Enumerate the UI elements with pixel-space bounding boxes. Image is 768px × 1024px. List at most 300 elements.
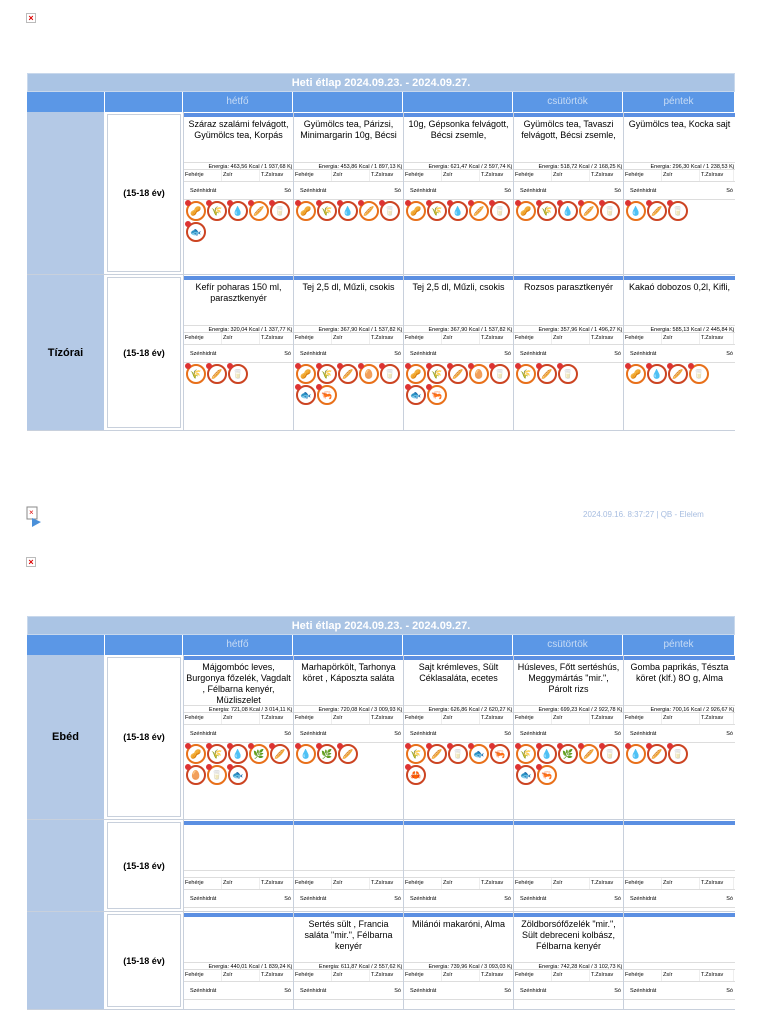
cell-bar [294,656,403,660]
allergen-icons [624,1000,735,1002]
cell-bar [404,276,513,280]
nutrient-row [514,345,623,363]
allergen-icon: 🦐 [537,765,557,785]
nutrient-header [624,333,735,345]
allergen-icon: 🦐 [490,744,510,764]
allergen-icons [514,908,623,910]
allergen-icon: 🥛 [668,744,688,764]
cell-bar [624,656,735,660]
energy-text: Energia: 296,30 Kcal / 1 238,53 Kj [624,162,735,170]
energy-text: Energia: 739,96 Kcal / 3 093,03 Kj [404,962,513,970]
label-szenhidrat: Szénhidrát [410,731,437,737]
label-tzsir: T.Zsírsav [260,878,294,889]
label-so: Só [726,351,733,357]
label-so: Só [284,731,291,737]
cell-bar [514,656,623,660]
nutrient-header [184,170,293,182]
label-so: Só [726,988,733,994]
menu-cell [183,655,293,819]
nutrient-row [404,725,513,743]
allergen-icon: 💧 [558,201,578,221]
nutrient-header [294,970,403,982]
energy-text [184,870,293,878]
nutrient-row [294,345,403,363]
allergen-icon: 🌾 [207,201,227,221]
day-thursday: csütörtök [513,92,623,112]
cell-bar [514,276,623,280]
allergen-icon: 🥛 [600,201,620,221]
allergen-icons [404,200,513,222]
menu-cell [293,275,403,430]
menu-cell [623,112,735,274]
label-zsir: Zsír [332,878,370,889]
allergen-icons [514,200,623,222]
label-so: Só [726,896,733,902]
label-feherje: Fehérje [514,333,552,344]
label-zsir: Zsír [552,878,590,889]
allergen-icon: 🥖 [448,364,468,384]
allergen-icons [624,200,735,222]
allergen-icon: 🦀 [406,765,426,785]
label-tzsir: T.Zsírsav [590,170,624,181]
label-feherje: Fehérje [404,170,442,181]
label-zsir: Zsír [442,713,480,724]
allergen-icon: 🌾 [207,744,227,764]
label-tzsir: T.Zsírsav [590,333,624,344]
broken-image-icon: × [26,13,36,23]
allergen-icon: 🐟 [228,765,248,785]
food-text: Gyümölcs tea, Kocka sajt [628,119,731,129]
label-szenhidrat: Szénhidrát [190,188,217,194]
label-szenhidrat: Szénhidrát [520,188,547,194]
label-zsir: Zsír [662,333,700,344]
allergen-icon: 💧 [537,744,557,764]
energy-text [294,870,403,878]
label-feherje: Fehérje [184,878,222,889]
allergen-icon: 🌾 [406,744,426,764]
label-szenhidrat: Szénhidrát [300,351,327,357]
label-szenhidrat: Szénhidrát [190,731,217,737]
menu-cell [623,912,735,1009]
label-tzsir: T.Zsírsav [260,713,294,724]
label-feherje: Fehérje [514,713,552,724]
label-tzsir: T.Zsírsav [700,878,734,889]
label-szenhidrat: Szénhidrát [520,988,547,994]
nutrient-row [184,890,293,908]
meal-name [27,912,105,1009]
nutrient-header [294,170,403,182]
allergen-icon: 🌾 [427,201,447,221]
label-zsir: Zsír [662,170,700,181]
label-feherje: Fehérje [294,333,332,344]
nutrient-header [514,970,623,982]
allergen-icon: 🥛 [380,201,400,221]
nutrient-header [294,713,403,725]
energy-text: Energia: 463,56 Kcal / 1 937,68 Kj [184,162,293,170]
label-zsir: Zsír [552,970,590,981]
cell-bar [624,913,735,917]
energy-text: Energia: 720,08 Kcal / 3 009,93 Kj [294,705,403,713]
label-szenhidrat: Szénhidrát [300,896,327,902]
nutrient-row [184,982,293,1000]
label-szenhidrat: Szénhidrát [630,188,657,194]
nutrient-header [624,170,735,182]
nutrient-row [624,725,735,743]
label-so: Só [504,188,511,194]
label-so: Só [394,896,401,902]
svg-text:×: × [29,508,34,517]
allergen-icons [184,363,293,385]
energy-text: Energia: 626,86 Kcal / 2 620,27 Kj [404,705,513,713]
cell-bar [404,821,513,825]
menu-table-1 [27,73,735,431]
allergen-icon: 🌾 [317,364,337,384]
label-so: Só [284,988,291,994]
cell-bar [184,821,293,825]
allergen-icon: 🥖 [647,201,667,221]
allergen-icons [404,908,513,910]
allergen-icon: 🐟 [186,222,206,242]
label-zsir: Zsír [332,333,370,344]
cell-bar [514,113,623,117]
label-szenhidrat: Szénhidrát [300,188,327,194]
food-text: Kakaó dobozos 0,2l, Kifli, [628,282,731,292]
label-zsir: Zsír [442,878,480,889]
energy-text: Energia: 611,87 Kcal / 2 557,62 Kj [294,962,403,970]
allergen-icon: 🥛 [380,364,400,384]
nutrient-row [514,982,623,1000]
allergen-icon: 🦐 [427,385,447,405]
label-so: Só [614,351,621,357]
broken-image-icon: × [26,557,36,567]
cell-bar [624,276,735,280]
menu-cell [513,275,623,430]
nutrient-row [294,182,403,200]
label-tzsir: T.Zsírsav [480,970,514,981]
menu-cell [293,655,403,819]
energy-text: Energia: 699,23 Kcal / 2 922,78 Kj [514,705,623,713]
age-group: (15-18 év) [107,114,181,272]
meal-section-ebed [27,655,735,820]
label-zsir: Zsír [662,713,700,724]
label-feherje: Fehérje [624,878,662,889]
label-zsir: Zsír [332,713,370,724]
food-text: Májgombóc leves, Burgonya főzelék, Vagdalt , Félbarna kenyér, Müzliszelet [186,662,291,705]
allergen-icons [514,743,623,786]
label-zsir: Zsír [222,878,260,889]
label-zsir: Zsír [332,170,370,181]
label-feherje: Fehérje [184,170,222,181]
allergen-icon: 🌿 [249,744,269,764]
label-szenhidrat: Szénhidrát [300,988,327,994]
label-so: Só [614,188,621,194]
nutrient-header [624,970,735,982]
cell-bar [514,913,623,917]
food-text: Milánói makaróni, Alma [411,919,506,929]
label-tzsir: T.Zsírsav [700,970,734,981]
allergen-icon: 🥖 [270,744,290,764]
menu-cell [403,912,513,1009]
print-icon[interactable] [26,506,42,526]
allergen-icon: 🥖 [359,201,379,221]
label-tzsir: T.Zsírsav [370,970,404,981]
allergen-icon: 🥖 [338,744,358,764]
label-szenhidrat: Szénhidrát [410,896,437,902]
menu-cell [403,112,513,274]
allergen-icon: 💧 [448,201,468,221]
menu-cell [623,655,735,819]
label-so: Só [284,351,291,357]
food-text: Húsleves, Főtt sertéshús, Meggymártás "mir.", Párolt rizs [517,662,620,694]
food-text: Zöldborsófőzelék "mir.", Sült debreceni kolbász, Félbarna kenyér [521,919,616,951]
nutrient-row [294,890,403,908]
energy-text: Energia: 721,08 Kcal / 3 014,11 Kj [184,705,293,713]
label-tzsir: T.Zsírsav [370,713,404,724]
allergen-icons [404,363,513,406]
allergen-icon: 🥖 [249,201,269,221]
label-tzsir: T.Zsírsav [260,333,294,344]
nutrient-header [624,713,735,725]
label-feherje: Fehérje [294,713,332,724]
nutrient-row [514,725,623,743]
food-text: Gyümölcs tea, Tavaszi felvágott, Bécsi zsemle, [521,119,616,140]
food-text [624,918,735,962]
allergen-icons [624,908,735,910]
label-zsir: Zsír [442,170,480,181]
label-feherje: Fehérje [294,878,332,889]
label-feherje: Fehérje [184,333,222,344]
energy-text: Energia: 700,16 Kcal / 2 926,67 Kj [624,705,735,713]
label-feherje: Fehérje [294,970,332,981]
label-szenhidrat: Szénhidrát [190,896,217,902]
menu-title: Heti étlap 2024.09.23. - 2024.09.27. [27,616,735,635]
allergen-icon: 🌾 [516,364,536,384]
meal-name: Ebéd [27,655,105,819]
day-header-row [27,92,735,112]
cell-bar [184,656,293,660]
allergen-icon: 🐟 [516,765,536,785]
allergen-icon: 🌿 [317,744,337,764]
label-so: Só [284,188,291,194]
allergen-icons [184,743,293,786]
allergen-icon: 🥖 [668,364,688,384]
label-feherje: Fehérje [514,170,552,181]
meal-name [27,820,105,911]
food-text: Sertés sült , Francia saláta "mir.", Félbarna kenyér [304,919,393,951]
meal-section-vacsora [27,912,735,1010]
label-szenhidrat: Szénhidrát [520,896,547,902]
nutrient-header [294,878,403,890]
label-so: Só [394,988,401,994]
allergen-icon: 🌾 [516,744,536,764]
menu-cell [183,112,293,274]
menu-cell [183,912,293,1009]
nutrient-header [184,333,293,345]
energy-text: Energia: 320,04 Kcal / 1 337,77 Kj [184,325,293,333]
menu-cell [183,275,293,430]
meal-name [27,112,105,274]
nutrient-row [404,890,513,908]
label-feherje: Fehérje [184,713,222,724]
cell-bar [624,821,735,825]
allergen-icon: 🥛 [668,201,688,221]
allergen-icon: 🥖 [579,201,599,221]
label-zsir: Zsír [222,333,260,344]
allergen-icon: 💧 [296,744,316,764]
label-tzsir: T.Zsírsav [590,970,624,981]
food-text: Sajt krémleves, Sült Céklasaláta, ecetes [418,662,499,683]
allergen-icons [514,363,623,385]
allergen-icon: 💧 [338,201,358,221]
food-text: Száraz szalámi felvágott, Gyümölcs tea, Korpás [188,119,289,140]
label-tzsir: T.Zsírsav [480,170,514,181]
menu-cell [623,820,735,911]
allergen-icon: 🥛 [490,201,510,221]
label-tzsir: T.Zsírsav [480,333,514,344]
label-tzsir: T.Zsírsav [590,878,624,889]
menu-cell [513,912,623,1009]
allergen-icon: 🥛 [558,364,578,384]
nutrient-header [184,713,293,725]
label-tzsir: T.Zsírsav [700,333,734,344]
cell-bar [294,913,403,917]
allergen-icon: 🌾 [537,201,557,221]
menu-cell [403,820,513,911]
allergen-icons [184,1000,293,1002]
nutrient-row [404,182,513,200]
menu-cell [293,820,403,911]
label-szenhidrat: Szénhidrát [520,731,547,737]
food-text: Kefír poharas 150 ml, parasztkenyér [195,282,282,303]
food-text [184,918,293,962]
allergen-icons [294,1000,403,1002]
energy-text: Energia: 621,47 Kcal / 2 597,74 Kj [404,162,513,170]
food-text [404,826,513,870]
label-tzsir: T.Zsírsav [260,970,294,981]
allergen-icon: 🥖 [338,364,358,384]
nutrient-row [294,725,403,743]
allergen-icon: 🥖 [207,364,227,384]
label-feherje: Fehérje [184,970,222,981]
label-tzsir: T.Zsírsav [370,878,404,889]
label-szenhidrat: Szénhidrát [520,351,547,357]
nutrient-header [514,878,623,890]
allergen-icon: 🥛 [270,201,290,221]
cell-bar [514,821,623,825]
allergen-icon: 🥛 [207,765,227,785]
label-tzsir: T.Zsírsav [590,713,624,724]
allergen-icons [514,1000,623,1002]
food-text: 10g, Gépsonka felvágott, Bécsi zsemle, [408,119,509,140]
label-feherje: Fehérje [514,878,552,889]
menu-cell [513,655,623,819]
nutrient-header [404,713,513,725]
label-tzsir: T.Zsírsav [480,878,514,889]
age-group: (15-18 év) [107,822,181,909]
menu-cell [293,912,403,1009]
label-so: Só [504,988,511,994]
food-text [294,826,403,870]
allergen-icon: 💧 [228,201,248,221]
label-so: Só [726,188,733,194]
allergen-icons [404,743,513,786]
label-szenhidrat: Szénhidrát [190,988,217,994]
age-group: (15-18 év) [107,657,181,817]
nutrient-row [624,182,735,200]
energy-text [404,870,513,878]
label-zsir: Zsír [552,333,590,344]
label-feherje: Fehérje [294,170,332,181]
label-feherje: Fehérje [404,970,442,981]
allergen-icon: 🥚 [186,765,206,785]
nutrient-header [184,970,293,982]
allergen-icon: 🥚 [359,364,379,384]
cell-bar [184,276,293,280]
label-szenhidrat: Szénhidrát [630,731,657,737]
allergen-icons [184,200,293,243]
nutrient-row [514,182,623,200]
allergen-icon: 🌾 [427,364,447,384]
label-szenhidrat: Szénhidrát [410,188,437,194]
label-so: Só [614,988,621,994]
allergen-icons [294,363,403,406]
energy-text: Energia: 367,90 Kcal / 1 537,82 Kj [404,325,513,333]
menu-cell [623,275,735,430]
allergen-icon: 🥚 [469,364,489,384]
menu-cell [293,112,403,274]
nutrient-header [624,878,735,890]
allergen-icon: 🥖 [469,201,489,221]
allergen-icon: 🥜 [516,201,536,221]
allergen-icon: 🥜 [186,744,206,764]
label-tzsir: T.Zsírsav [480,713,514,724]
food-text: Rozsos parasztkenyér [523,282,614,292]
label-zsir: Zsír [442,333,480,344]
allergen-icons [404,1000,513,1002]
allergen-icons [294,908,403,910]
label-szenhidrat: Szénhidrát [410,988,437,994]
energy-text: Energia: 518,72 Kcal / 2 168,25 Kj [514,162,623,170]
allergen-icon: 💧 [647,364,667,384]
label-so: Só [614,896,621,902]
allergen-icon: 🐟 [469,744,489,764]
label-szenhidrat: Szénhidrát [190,351,217,357]
label-zsir: Zsír [332,970,370,981]
nutrient-header [404,878,513,890]
allergen-icon: 🦐 [317,385,337,405]
day-header-row [27,635,735,655]
allergen-icon: 🐟 [296,385,316,405]
energy-text: Energia: 585,13 Kcal / 2 445,84 Kj [624,325,735,333]
label-so: Só [394,731,401,737]
allergen-icon: 🥜 [406,364,426,384]
label-zsir: Zsír [552,170,590,181]
nutrient-row [404,982,513,1000]
allergen-icon: 🥜 [296,364,316,384]
nutrient-row [404,345,513,363]
label-so: Só [726,731,733,737]
label-so: Só [614,731,621,737]
age-group: (15-18 év) [107,277,181,428]
nutrient-row [624,890,735,908]
label-so: Só [394,188,401,194]
allergen-icon: 🌿 [558,744,578,764]
allergen-icon: 🥖 [427,744,447,764]
nutrient-header [294,333,403,345]
allergen-icon: 🥜 [406,201,426,221]
energy-text: Energia: 367,90 Kcal / 1 537,82 Kj [294,325,403,333]
menu-cell [513,820,623,911]
